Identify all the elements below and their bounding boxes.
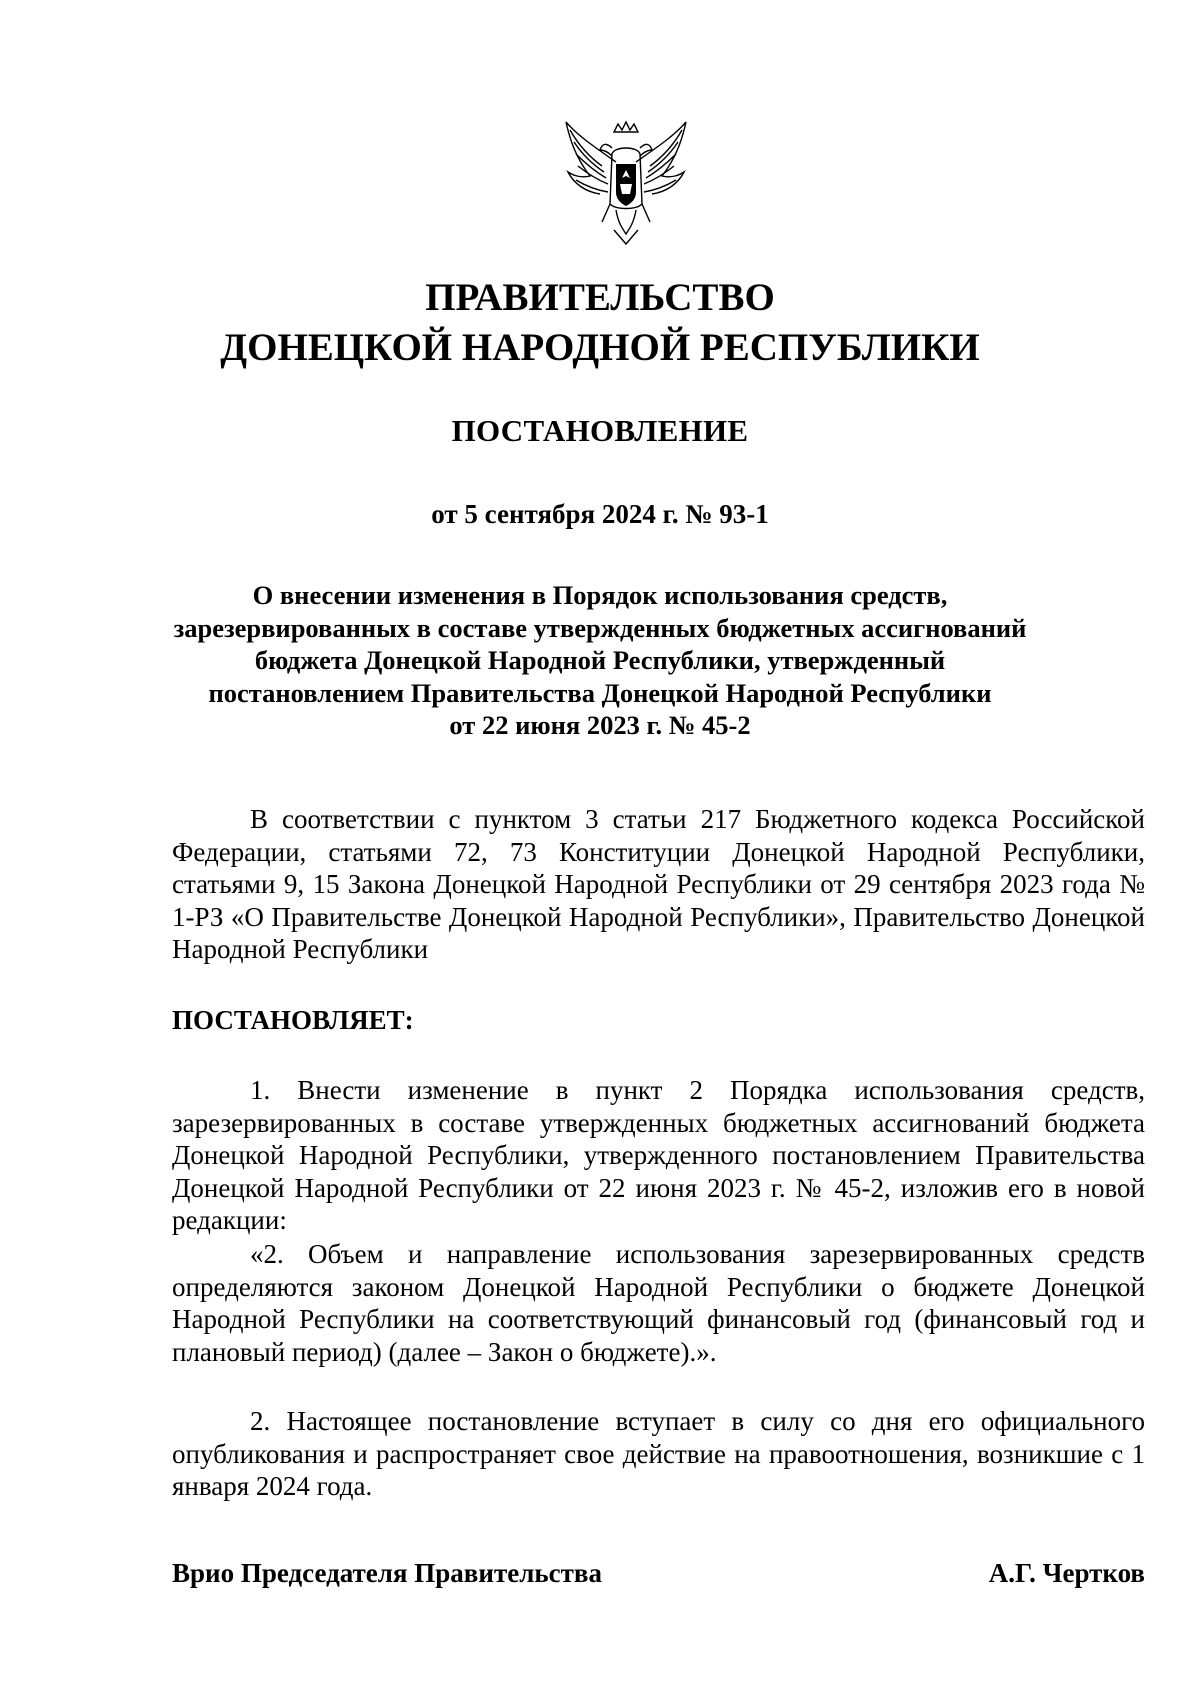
- title-line: зарезервированных в составе утвержденных бюджетных ассигнований: [173, 612, 1027, 643]
- item-2-paragraph: 2. Настоящее постановление вступает в силу со дня его официального опубликования и распространяет свое действие на правоотношения, возникшие с 1 января 2024 года.: [172, 1406, 1145, 1501]
- signatory-position: Врио Председателя Правительства: [172, 1558, 602, 1588]
- coat-of-arms-icon: [556, 118, 696, 256]
- document-date-number: от 5 сентября 2024 г. № 93-1: [431, 499, 769, 529]
- title-line: бюджета Донецкой Народной Республики, утвержденный: [254, 645, 946, 675]
- document-title: [160, 579, 1040, 742]
- item-1-quoted-text: «2. Объем и направление использования зарезервированных средств определяются законом Донецкой Народной Республики о бюджете Донецкой Народной Республики на соответствующий финансовый год (финансовый год и плановый период) (далее – Закон о бюджете).».: [172, 1239, 1145, 1367]
- signatory-name: А.Г. Чертков: [988, 1558, 1145, 1588]
- organization-name-line2: ДОНЕЦКОЙ НАРОДНОЙ РЕСПУБЛИКИ: [220, 326, 980, 369]
- resolves-heading: ПОСТАНОВЛЯЕТ:: [172, 1005, 414, 1035]
- title-line: от 22 июня 2023 г. № 45-2: [449, 710, 751, 740]
- document-type: ПОСТАНОВЛЕНИЕ: [451, 413, 749, 448]
- item-1-paragraph: 1. Внести изменение в пункт 2 Порядка использования средств, зарезервированных в составе утвержденных бюджетных ассигнований бюджета Донецкой Народной Республики, утвержденного постановлением Правительства Донецкой Народной Республики от 22 июня 2023 г. № 45-2, изложив его в новой редакции:: [172, 1075, 1145, 1235]
- preamble-paragraph: В соответствии с пунктом 3 статьи 217 Бюджетного кодекса Российской Федерации, статьями 72, 73 Конституции Донецкой Народной Республики, статьями 9, 15 Закона Донецкой Народной Республики от 29 сентября 2023 года № 1-РЗ «О Правительстве Донецкой Народной Республики», Правительство Донецкой Народной Республики: [172, 804, 1145, 964]
- title-line: О внесении изменения в Порядок использования средств,: [252, 580, 948, 610]
- organization-name-line1: ПРАВИТЕЛЬСТВО: [425, 276, 775, 319]
- title-line: постановлением Правительства Донецкой Народной Республики: [208, 677, 992, 708]
